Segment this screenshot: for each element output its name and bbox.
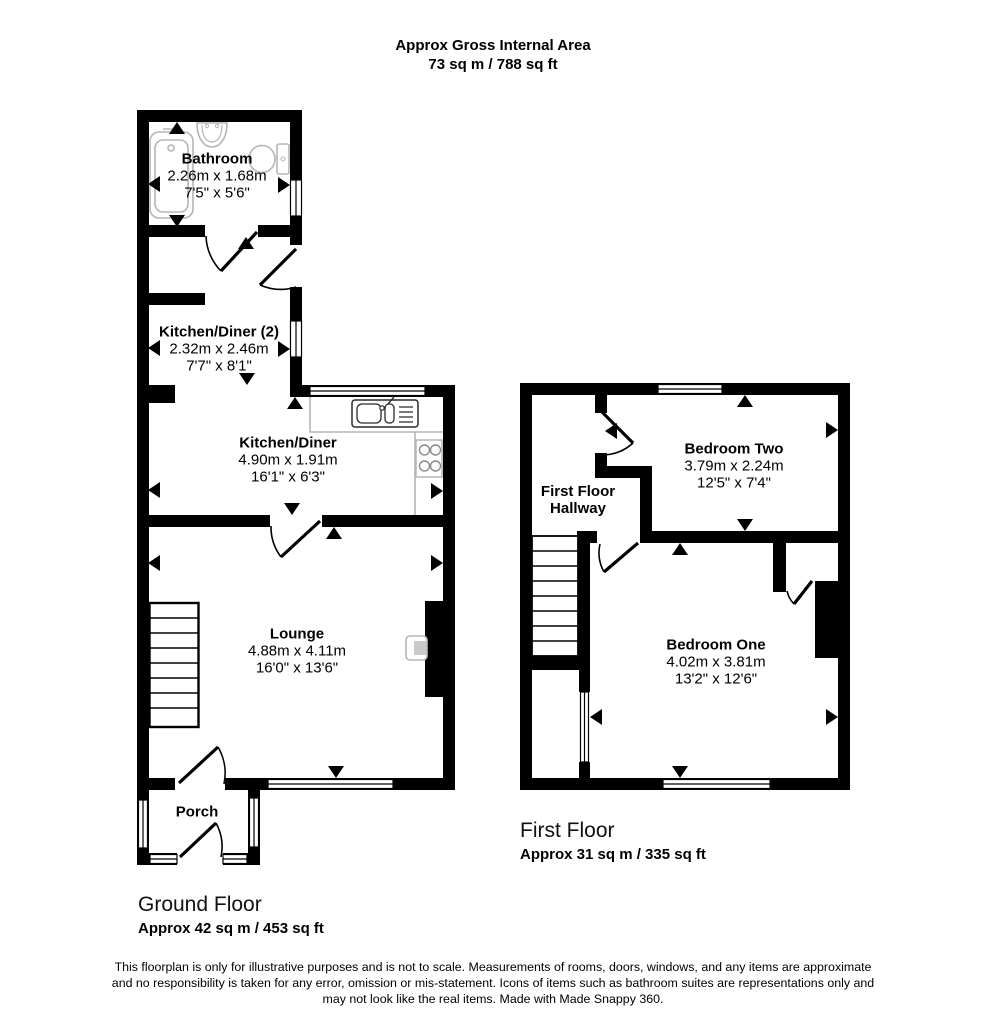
first-floor-caption bbox=[520, 819, 706, 863]
title-line1: Approx Gross Internal Area bbox=[395, 37, 591, 54]
first-floor-title: First Floor bbox=[520, 819, 615, 842]
disclaimer-line3: may not look like the real items. Made with Made Snappy 360. bbox=[322, 991, 664, 1006]
stairs-icon-first bbox=[532, 536, 578, 656]
room-label-hallway: First Floor Hallway bbox=[540, 483, 616, 517]
room-label-kitchen-diner-2: Kitchen/Diner (2) 2.32m x 2.46m 7'7" x 8'1" bbox=[158, 323, 280, 375]
door-porch-front bbox=[180, 823, 222, 857]
basin-icon bbox=[197, 123, 227, 147]
disclaimer-text bbox=[0, 960, 986, 1007]
room-label-kitchen-diner: Kitchen/Diner 4.90m x 1.91m 16'1" x 6'3" bbox=[238, 434, 338, 486]
first-floor-area: Approx 31 sq m / 335 sq ft bbox=[520, 846, 706, 863]
chimney-breast-first bbox=[815, 581, 838, 658]
stairs-icon-ground bbox=[150, 603, 199, 727]
plan-title bbox=[0, 36, 986, 74]
room-label-bedroom-one: Bedroom One 4.02m x 3.81m 13'2" x 12'6" bbox=[666, 636, 766, 688]
ground-walls bbox=[137, 110, 455, 865]
room-label-porch: Porch bbox=[175, 803, 219, 821]
disclaimer-line2: and no responsibility is taken for any error, omission or mis-statement. Icons of items such as bathroom suites are representations only and bbox=[111, 975, 875, 990]
door-closet bbox=[787, 581, 812, 604]
room-label-bedroom-two: Bedroom Two 3.79m x 2.24m 12'5" x 7'4" bbox=[684, 440, 784, 492]
chimney-breast bbox=[425, 601, 452, 697]
closet-wall bbox=[773, 543, 786, 592]
door-bedroom-one bbox=[599, 543, 638, 572]
hob-icon bbox=[416, 440, 442, 477]
ground-floor-caption bbox=[138, 893, 324, 937]
disclaimer-line1: This floorplan is only for illustrative purposes and is not to scale. Measurements of rooms, doors, windows, and any items are approximate bbox=[114, 960, 872, 974]
fireplace-icon bbox=[406, 636, 427, 660]
ground-floor-title: Ground Floor bbox=[138, 893, 262, 916]
room-label-lounge: Lounge 4.88m x 4.11m 16'0" x 13'6" bbox=[247, 625, 347, 677]
room-label-bathroom: Bathroom 2.26m x 1.68m 7'5" x 5'6" bbox=[167, 150, 267, 202]
title-line2: 73 sq m / 788 sq ft bbox=[428, 56, 558, 73]
ground-floor-plan bbox=[137, 110, 455, 866]
first-door-openings bbox=[594, 413, 608, 453]
ground-floor-area: Approx 42 sq m / 453 sq ft bbox=[138, 920, 324, 937]
kitchen-sink-icon bbox=[352, 397, 418, 427]
